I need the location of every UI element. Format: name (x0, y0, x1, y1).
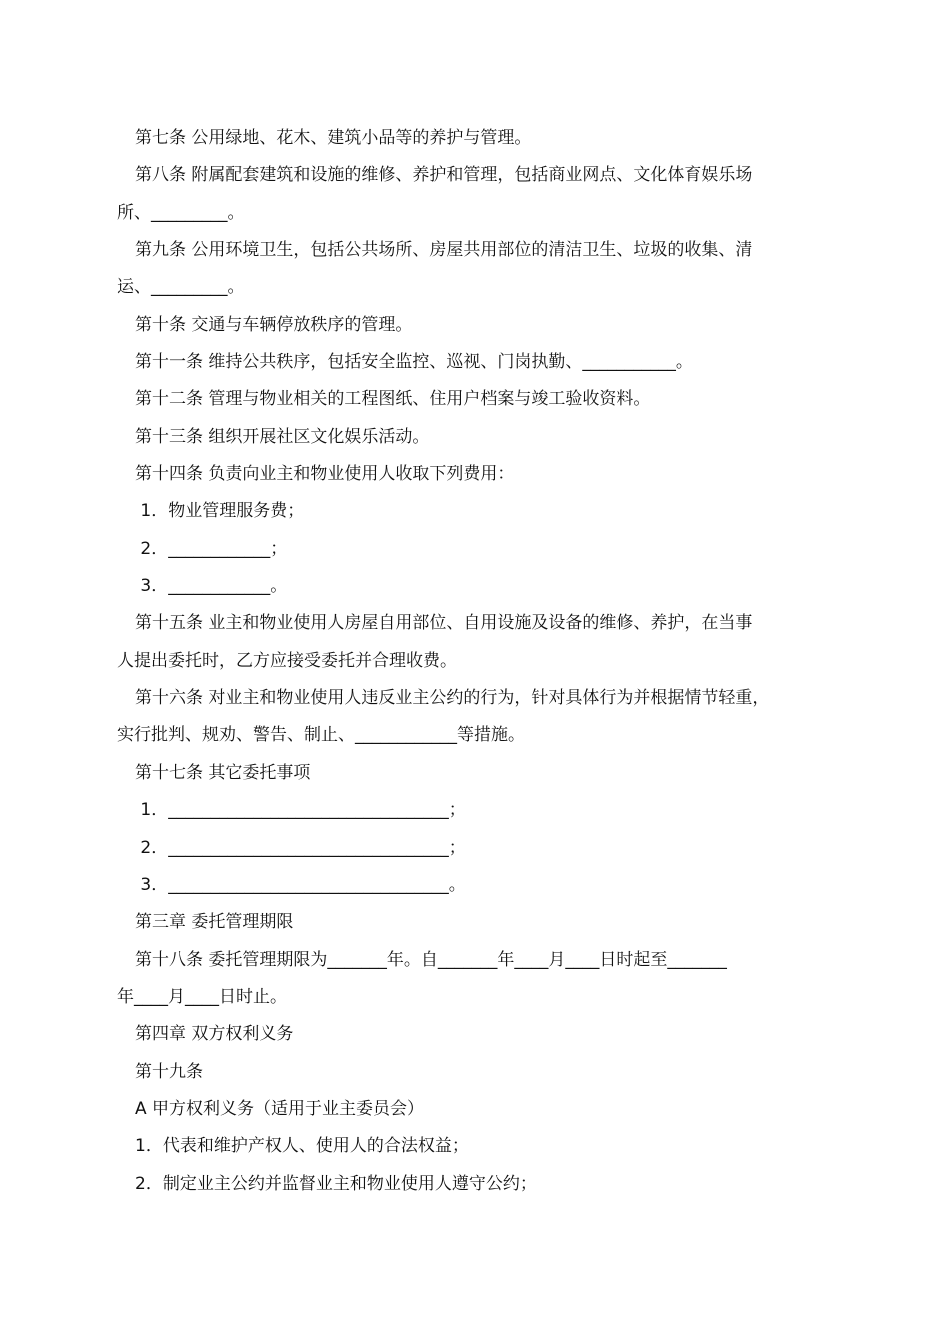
article-15-line-1: 第十五条 业主和物业使用人房屋自用部位、自用设施及设备的维修、养护，在当事 (135, 613, 753, 633)
article-18-line-2: 年____月____日时止。 (117, 987, 287, 1007)
article-18-line-1: 第十八条 委托管理期限为_______年。自_______年____月____日时起至_______ (135, 950, 727, 970)
article-8-line-1: 第八条 附属配套建筑和设施的维修、养护和管理，包括商业网点、文化体育娱乐场 (135, 165, 753, 185)
article-15-line-2: 人提出委托时，乙方应接受委托并合理收费。 (117, 651, 457, 671)
article-14-item-1: 1．物业管理服务费； (135, 501, 305, 521)
article-12: 第十二条 管理与物业相关的工程图纸、住用户档案与竣工验收资料。 (135, 389, 651, 409)
chapter-3-heading: 第三章 委托管理期限 (135, 912, 294, 932)
article-17: 第十七条 其它委托事项 (135, 763, 311, 783)
article-11: 第十一条 维持公共秩序，包括安全监控、巡视、门岗执勤、___________。 (135, 352, 693, 372)
article-17-item-1: 1．_________________________________； (135, 800, 466, 820)
article-19: 第十九条 (135, 1062, 203, 1082)
article-17-item-3: 3．_________________________________。 (135, 875, 466, 895)
article-14-item-2: 2．____________； (135, 539, 288, 559)
section-a-item-2: 2．制定业主公约并监督业主和物业使用人遵守公约； (135, 1174, 537, 1194)
article-14: 第十四条 负责向业主和物业使用人收取下列费用： (135, 464, 515, 484)
article-17-item-2: 2．_________________________________； (135, 838, 466, 858)
section-a-heading: A 甲方权利义务（适用于业主委员会） (135, 1099, 425, 1119)
article-16-line-2: 实行批判、规劝、警告、制止、____________等措施。 (117, 725, 525, 745)
section-a-item-1: 1．代表和维护产权人、使用人的合法权益； (135, 1136, 469, 1156)
article-7: 第七条 公用绿地、花木、建筑小品等的养护与管理。 (135, 128, 532, 148)
article-9-line-2: 运、_________。 (117, 277, 245, 297)
article-8-line-2: 所、_________。 (117, 203, 245, 223)
article-9-line-1: 第九条 公用环境卫生，包括公共场所、房屋共用部位的清洁卫生、垃圾的收集、清 (135, 240, 753, 260)
article-10: 第十条 交通与车辆停放秩序的管理。 (135, 315, 413, 335)
chapter-4-heading: 第四章 双方权利义务 (135, 1024, 294, 1044)
article-16-line-1: 第十六条 对业主和物业使用人违反业主公约的行为，针对具体行为并根据情节轻重， (135, 688, 770, 708)
article-14-item-3: 3．____________。 (135, 576, 288, 596)
article-13: 第十三条 组织开展社区文化娱乐活动。 (135, 427, 430, 447)
